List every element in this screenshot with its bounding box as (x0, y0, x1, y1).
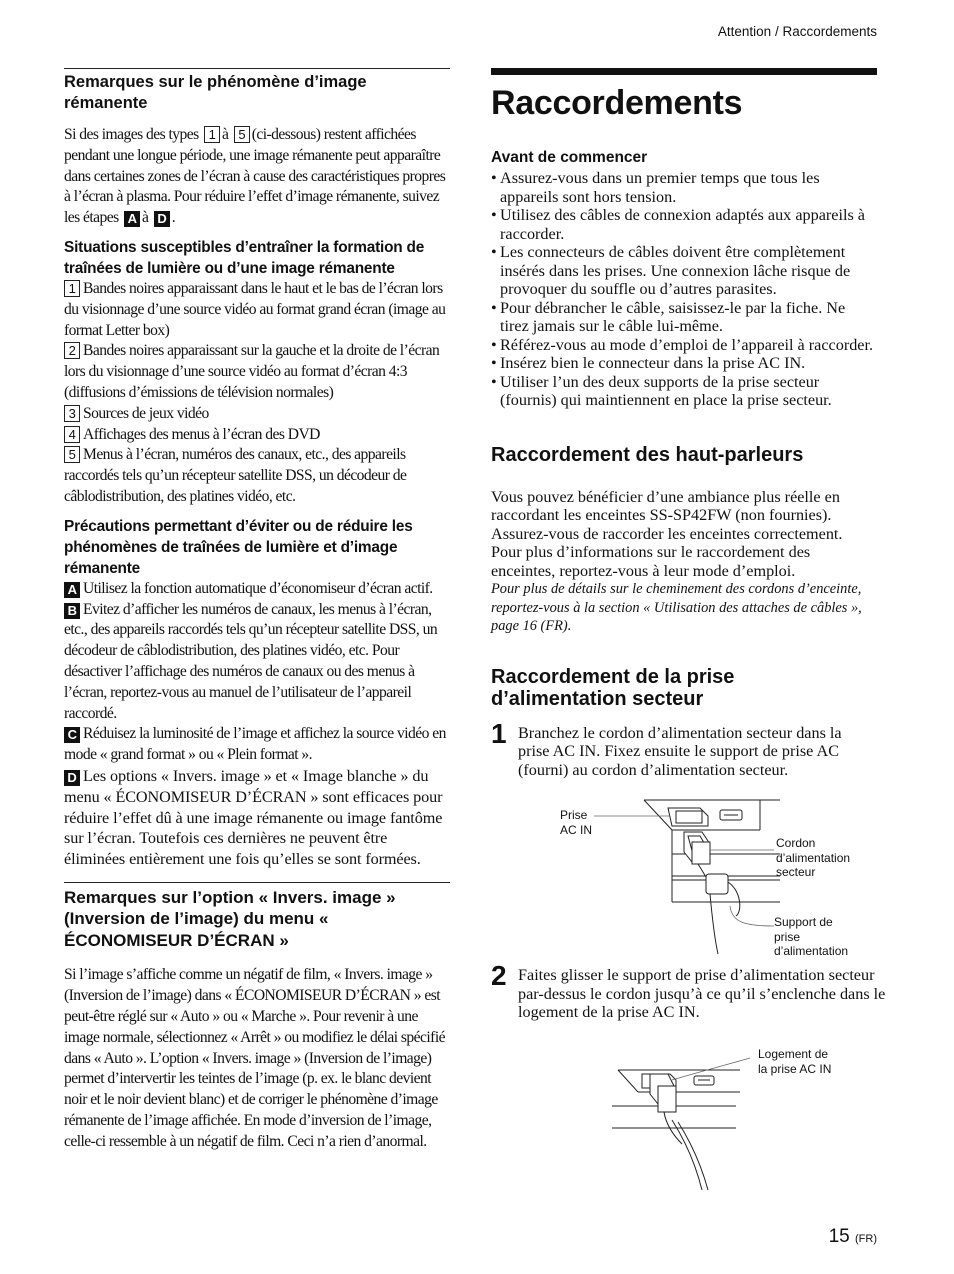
figure-plug-slot (612, 1044, 878, 1194)
label-support: Support de prise d’alimentation (774, 915, 849, 958)
list-item: • Référez-vous au mode d’emploi de l’appareil à raccorder. (491, 336, 877, 355)
precaution-item: A Utilisez la fonction automatique d’économiseur d’écran actif. (64, 579, 450, 600)
section-divider (64, 68, 450, 69)
situation-item: 1 Bandes noires apparaissant dans le haut et le bas de l’écran lors du visionnage d’une source vidéo au format grand écran (image au format Letter box) (64, 279, 446, 339)
before-list (491, 169, 877, 410)
situation-item: 5 Menus à l’écran, numéros des canaux, etc., des appareils raccordés tels qu’un récepteur satellite DSS, un décodeur de câblodistribution, des platines vidéo, etc. (64, 446, 407, 505)
type-box: 1 (204, 126, 220, 143)
before-heading: Avant de commencer (491, 149, 648, 166)
step-text: Faites glisser le support de prise d’alimentation secteur par-dessus le cordon jusqu’à ce qu’il s’enclenche dans le logement de la prise AC IN. (518, 966, 886, 1021)
precaution-item: D Les options « Invers. image » et « Image blanche » du menu « ÉCONOMISEUR D’ÉCRAN » sont efficaces pour réduire l’effet dû à une image rémanente ou image fantôme sur l’écran. Toutefois ces dernières ne peuvent être éliminées entièrement une fois qu’elles se sont formées. (64, 766, 443, 869)
right-column (491, 68, 877, 779)
label-logement: Logement de la prise AC IN (758, 1047, 832, 1076)
running-head: Attention / Raccordements (717, 24, 877, 39)
precaution-item: B Evitez d’afficher les numéros de canaux, les menus à l’écran, etc., des appareils raccordés tels qu’un récepteur satellite DSS, un décodeur de câblodistribution, des platines vidéo, etc. Pour désactiver l’affichage des numéros de canaux ou des menus à l’écran, reportez-vous au manuel de l’utilisateur de l’appareil raccordé. (64, 600, 438, 722)
step-box: A (124, 211, 140, 227)
situation-item: 4 Affichages des menus à l’écran des DVD (64, 425, 450, 446)
situations-list (64, 279, 450, 508)
situations-heading: Situations susceptibles d’entraîner la formation de traînées de lumière ou d’une image rémanente (64, 238, 425, 277)
afterimage-intro-paragraph: Si des images des types 1 à 5 (ci-dessous) restent affichées pendant une longue période, une image rémanente peut apparaître dans certaines zones de l’écran à cause des caractéristiques propres à l’écran à plasma. Pour réduire l’effet d’image rémanente, suivez les étapes A à D . (64, 126, 446, 227)
title-bar (491, 68, 877, 75)
step-box: D (154, 211, 170, 227)
list-item: • Les connecteurs de câbles doivent être complètement insérés dans les prises. Une connexion lâche risque de provoquer du souffle ou d’autres parasites. (491, 243, 877, 299)
speakers-paragraph: Vous pouvez bénéficier d’une ambiance plus réelle en raccordant les enceintes SS-SP42FW (non fournies). Assurez-vous de raccorder les enceintes correctement. Pour plus d’informations sur le raccordement des enceintes, reportez-vous à leur mode d’emploi. (491, 487, 843, 580)
situation-item: 3 Sources de jeux vidéo (64, 404, 450, 425)
invert-paragraph: Si l’image s’affiche comme un négatif de film, « Invers. image » (Inversion de l’image) dans « ÉCONOMISEUR D’ÉCRAN » est peut-être réglé sur « Auto » ou « Marche ». Pour revenir à une image normale, sélectionnez « Arrêt » ou modifiez le délai spécifié dans « Auto ». L’option « Invers. image » (Inversion de l’image) permet d’intervertir les teintes de l’image (p. ex. le blanc devient noir et le noir devient blanc) et de corriger le phénomène d’image rémanente de l’image affichée. En mode d’inversion de l’image, celle-ci ressemble à un négatif de film. Ceci n’a rien d’anormal. (64, 966, 445, 1150)
precautions-heading: Précautions permettant d’éviter ou de réduire les phénomènes de traînées de lumière et d’image rémanente (64, 517, 413, 577)
step-text: Branchez le cordon d’alimentation secteur dans la prise AC IN. Fixez ensuite le support de prise AC (fourni) au cordon d’alimentation secteur. (518, 723, 842, 779)
list-item: • Assurez-vous dans un premier temps que tous les appareils sont hors tension. (491, 169, 877, 206)
list-item: • Insérez bien le connecteur dans la prise AC IN. (491, 354, 877, 373)
step-number: 1 (491, 717, 507, 749)
list-item: • Utilisez des câbles de connexion adaptés aux appareils à raccorder. (491, 206, 877, 243)
page-title: Raccordements (491, 84, 743, 122)
section-divider (64, 882, 450, 883)
section-heading-invert: Remarques sur l’option « Invers. image » (Inversion de l’image) du menu « ÉCONOMISEUR D’ÉCRAN » (64, 887, 396, 950)
list-item: • Pour débrancher le câble, saisissez-le par la fiche. Ne tirez jamais sur le câble lui-même. (491, 299, 877, 336)
speakers-note: Pour plus de détails sur le cheminement des cordons d’enceinte, reportez-vous à la section « Utilisation des attaches de câbles », page 16 (FR). (491, 581, 862, 634)
section-heading-afterimage: Remarques sur le phénomène d’image rémanente (64, 73, 367, 112)
type-box: 5 (234, 126, 250, 143)
power-heading: Raccordement de la prise d’alimentation secteur (491, 665, 735, 710)
label-cordon: Cordon d’alimentation secteur (776, 836, 851, 879)
list-item: • Utiliser l’un des deux supports de la prise secteur (fournis) qui maintiennent en place la prise secteur. (491, 373, 877, 410)
precaution-item: C Réduisez la luminosité de l’image et affichez la source vidéo en mode « grand format » ou « Plein format ». (64, 725, 446, 764)
step-1 (491, 717, 877, 780)
step-number: 2 (491, 960, 507, 991)
situation-item: 2 Bandes noires apparaissant sur la gauche et la droite de l’écran lors du visionnage d’une source vidéo au format d’écran 4:3 (diffusions d’émissions de télévision normales) (64, 342, 440, 401)
step-2 (491, 960, 904, 1022)
plug-slot-illustration (612, 1044, 878, 1194)
page-number: 15 (FR) (828, 1226, 877, 1247)
precautions-list (64, 579, 450, 870)
left-column (64, 68, 450, 1153)
label-prise-ac-in: Prise AC IN (560, 808, 593, 837)
speakers-heading: Raccordement des haut-parleurs (491, 443, 804, 466)
figure-plug-ac-in (560, 796, 880, 966)
